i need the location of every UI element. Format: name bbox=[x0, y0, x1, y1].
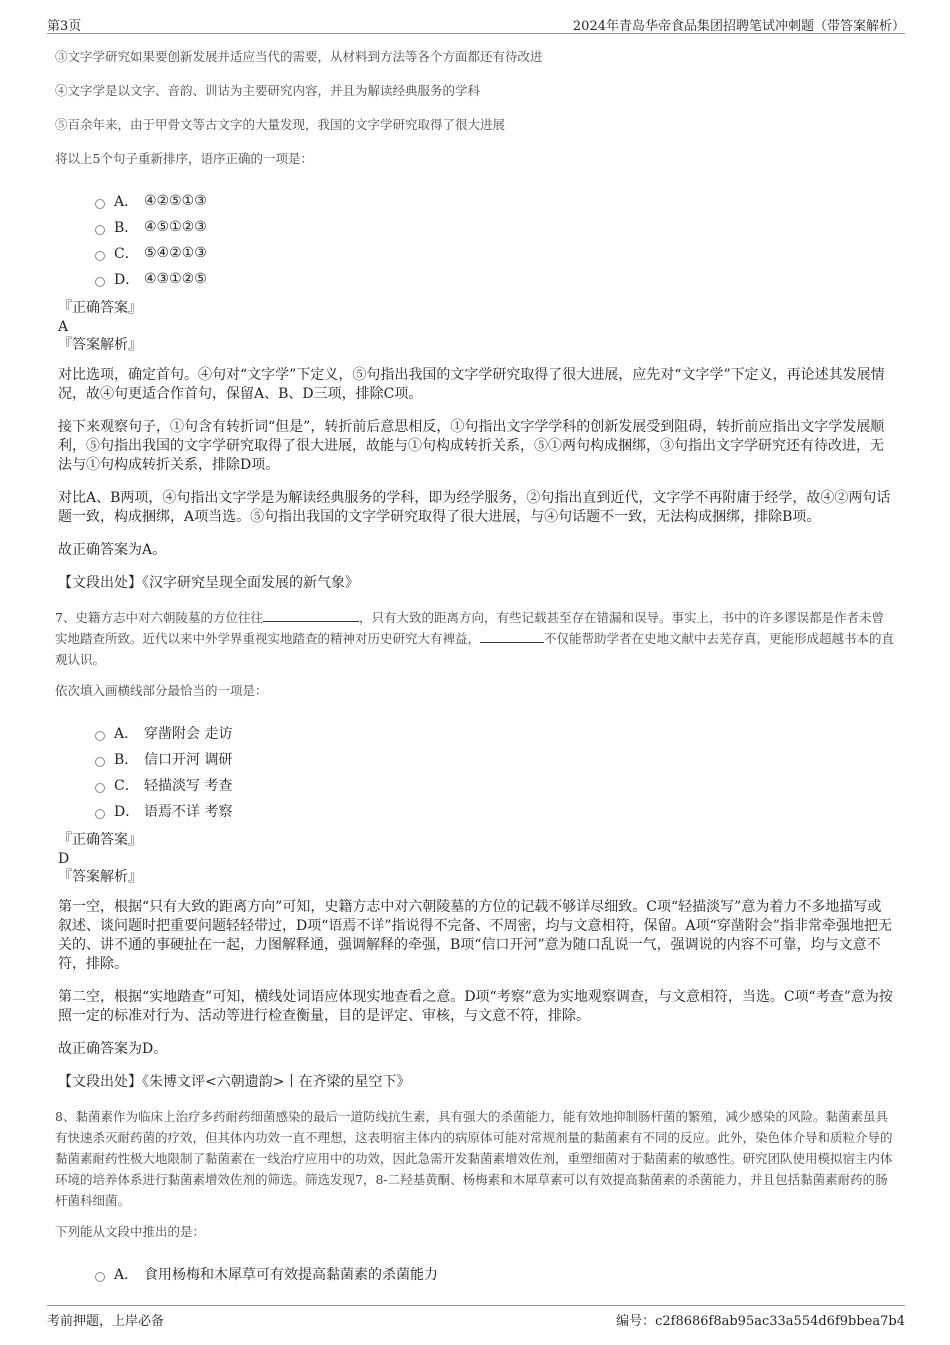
q6-answer: A bbox=[58, 319, 69, 335]
option-letter: A． bbox=[114, 726, 139, 742]
q7-text-part3: 不仅能帮助学者在史地文献中去芜存真，更能形成超越书本的直观认识。 bbox=[55, 631, 895, 667]
q7-option-b[interactable] bbox=[95, 746, 895, 772]
q6-analysis-3: 对比A、B两项，④句指出文字学是为解读经典服务的学科，即为经学服务，②句指出直到近代，文字学不再附庸于经学，故④②两句话题一致，构成捆绑，A项当选。⑤句指出我国的文字学研究取得了很大进展，与④句话题不一致，无法构成捆绑，排除B项。 bbox=[58, 490, 891, 525]
q7-option-d[interactable] bbox=[95, 798, 895, 824]
blank-2 bbox=[480, 630, 544, 643]
q6-option-c[interactable] bbox=[95, 240, 895, 266]
option-text: ④⑤①②③ bbox=[144, 219, 207, 235]
radio-icon[interactable] bbox=[95, 1272, 105, 1282]
footer-slogan: 考前押题，上岸必备 bbox=[47, 1314, 165, 1329]
option-text: 信口开河 调研 bbox=[144, 752, 233, 768]
q6-analysis-4: 故正确答案为A。 bbox=[58, 542, 167, 558]
q6-option-b[interactable] bbox=[95, 214, 895, 240]
q7-text-part1: 7、史籍方志中对六朝陵墓的方位往往 bbox=[55, 610, 263, 625]
option-letter: C． bbox=[114, 246, 139, 262]
radio-icon[interactable] bbox=[95, 225, 105, 235]
q7-answer: D bbox=[58, 851, 70, 867]
q6-option-d[interactable] bbox=[95, 266, 895, 292]
document-id: 编号：c2f8686f8ab95ac33a554d6f9bbea7b4 bbox=[616, 1314, 905, 1329]
q6-option-a[interactable] bbox=[95, 188, 895, 214]
page-number: 第3页 bbox=[47, 19, 82, 34]
radio-icon[interactable] bbox=[95, 809, 105, 819]
radio-icon[interactable] bbox=[95, 731, 105, 741]
option-text: ④③①②⑤ bbox=[144, 271, 207, 287]
q8-prompt: 下列能从文段中推出的是： bbox=[55, 1224, 206, 1239]
q7-answer-label: 『正确答案』 bbox=[58, 832, 142, 848]
q7-option-c[interactable] bbox=[95, 772, 895, 798]
option-letter: C． bbox=[114, 778, 139, 794]
q7-source: 【文段出处】《朱博文评<六朝遗韵>丨在齐梁的星空下》 bbox=[58, 1074, 411, 1090]
option-letter: B． bbox=[114, 220, 139, 236]
q7-analysis-1: 第一空，根据“只有大致的距离方向”可知，史籍方志中对六朝陵墓的方位的记载不够详尽细致。C项“轻描淡写”意为着力不多地描写或叙述、谈问题时把重要问题轻轻带过，D项“语焉不详”指说得不完备、不周密，均与文意相符，保留。A项“穿凿附会”指非常牵强地把无关的、讲不通的事硬扯在一起，力图解释通，强调解释的牵强，B项“信口开河”意为随口乱说一气，强调说的内容不可靠，均与文意不符，排除。 bbox=[58, 899, 892, 972]
q6-options bbox=[95, 188, 895, 292]
q6-analysis-1: 对比选项，确定首句。④句对“文字学”下定义，⑤句指出我国的文字学研究取得了很大进展，应先对“文字学”下定义，再论述其发展情况，故④句更适合作首句，保留A、B、D三项，排除C项。 bbox=[58, 367, 885, 402]
page-content bbox=[55, 46, 895, 1287]
statement-4: ④文字学是以文字、音韵、训诂为主要研究内容，并且为解读经典服务的学科 bbox=[55, 83, 481, 98]
option-text: 穿凿附会 走访 bbox=[144, 726, 233, 742]
q7-analysis-3: 故正确答案为D。 bbox=[58, 1041, 168, 1057]
q6-analysis-2: 接下来观察句子，①句含有转折词“但是”，转折前后意思相反，①句指出文字学学科的创新发展受到阻碍，转折前应指出文字学发展顺利，⑤句指出我国的文字学研究取得了很大进展，故能与①句构成转折关系，⑤①两句构成捆绑，③句指出文字学研究还有待改进，无法与①句构成转折关系，排除D项。 bbox=[58, 419, 885, 473]
option-letter: B． bbox=[114, 752, 139, 768]
option-letter: D． bbox=[114, 272, 140, 288]
option-letter: A． bbox=[114, 1267, 139, 1283]
radio-icon[interactable] bbox=[95, 251, 105, 261]
q6-source: 【文段出处】《汉字研究呈现全面发展的新气象》 bbox=[58, 575, 359, 591]
q6-analysis-label: 『答案解析』 bbox=[58, 337, 142, 353]
q8-option-a[interactable] bbox=[95, 1261, 895, 1287]
document-title: 2024年青岛华帝食品集团招聘笔试冲刺题（带答案解析） bbox=[572, 19, 905, 34]
option-text: 食用杨梅和木犀草可有效提高黏菌素的杀菌能力 bbox=[144, 1267, 438, 1283]
q7-analysis-2: 第二空，根据“实地踏查”可知，横线处词语应体现实地查看之意。D项“考察”意为实地观察调查，与文意相符，当选。C项“考查”意为按照一定的标准对行为、活动等进行检查衡量，目的是评定、审核，与文意不符，排除。 bbox=[58, 989, 893, 1024]
option-letter: D． bbox=[114, 804, 140, 820]
option-text: ④②⑤①③ bbox=[144, 193, 207, 209]
q8-text: 8、黏菌素作为临床上治疗多药耐药细菌感染的最后一道防线抗生素，具有强大的杀菌能力，能有效地抑制肠杆菌的繁殖，减少感染的风险。黏菌素虽具有快速杀灭耐药菌的疗效，但其体内功效一直不理想，这表明宿主体内的病原体可能对常规剂量的黏菌素有不同的反应。此外，染色体介导和质粒介导的黏菌素耐药性极大地限制了黏菌素在一线治疗应用中的功效，因此急需开发黏菌素增效佐剂，重塑细菌对于黏菌素的敏感性。研究团队使用模拟宿主内体环境的培养体系进行黏菌素增效佐剂的筛选。筛选发现7，8-二羟基黄酮、杨梅素和木犀草素可以有效提高黏菌素的杀菌能力，并且包括黏菌素耐药的肠杆菌科细菌。 bbox=[55, 1109, 893, 1208]
q7-analysis-label: 『答案解析』 bbox=[58, 869, 142, 885]
q6-prompt: 将以上5个句子重新排序，语序正确的一项是： bbox=[55, 151, 313, 166]
q7-text bbox=[55, 607, 895, 670]
q7-option-a[interactable] bbox=[95, 720, 895, 746]
q8-options bbox=[95, 1261, 895, 1287]
page-footer bbox=[47, 1305, 905, 1328]
statement-5: ⑤百余年来，由于甲骨文等古文字的大量发现，我国的文字学研究取得了很大进展 bbox=[55, 117, 506, 132]
statement-3: ③文字学研究如果要创新发展并适应当代的需要，从材料到方法等各个方面都还有待改进 bbox=[55, 49, 543, 64]
radio-icon[interactable] bbox=[95, 199, 105, 209]
option-text: ⑤④②①③ bbox=[144, 245, 207, 261]
radio-icon[interactable] bbox=[95, 277, 105, 287]
radio-icon[interactable] bbox=[95, 757, 105, 767]
page-header bbox=[47, 13, 905, 34]
option-letter: A． bbox=[114, 194, 139, 210]
q7-prompt: 依次填入画横线部分最恰当的一项是： bbox=[55, 683, 268, 698]
blank-1 bbox=[263, 609, 359, 622]
q6-answer-label: 『正确答案』 bbox=[58, 300, 142, 316]
radio-icon[interactable] bbox=[95, 783, 105, 793]
option-text: 轻描淡写 考查 bbox=[144, 778, 233, 794]
q7-text-part2: ，只有大致的距离方向，有些记载甚至存在错漏和误导。事实上，书中的许多谬误都是作者未曾实地踏查所致。近代以来中外学界重视实地踏查的精神对历史研究大有裨益， bbox=[55, 610, 884, 646]
q7-options bbox=[95, 720, 895, 824]
option-text: 语焉不详 考察 bbox=[144, 804, 233, 820]
